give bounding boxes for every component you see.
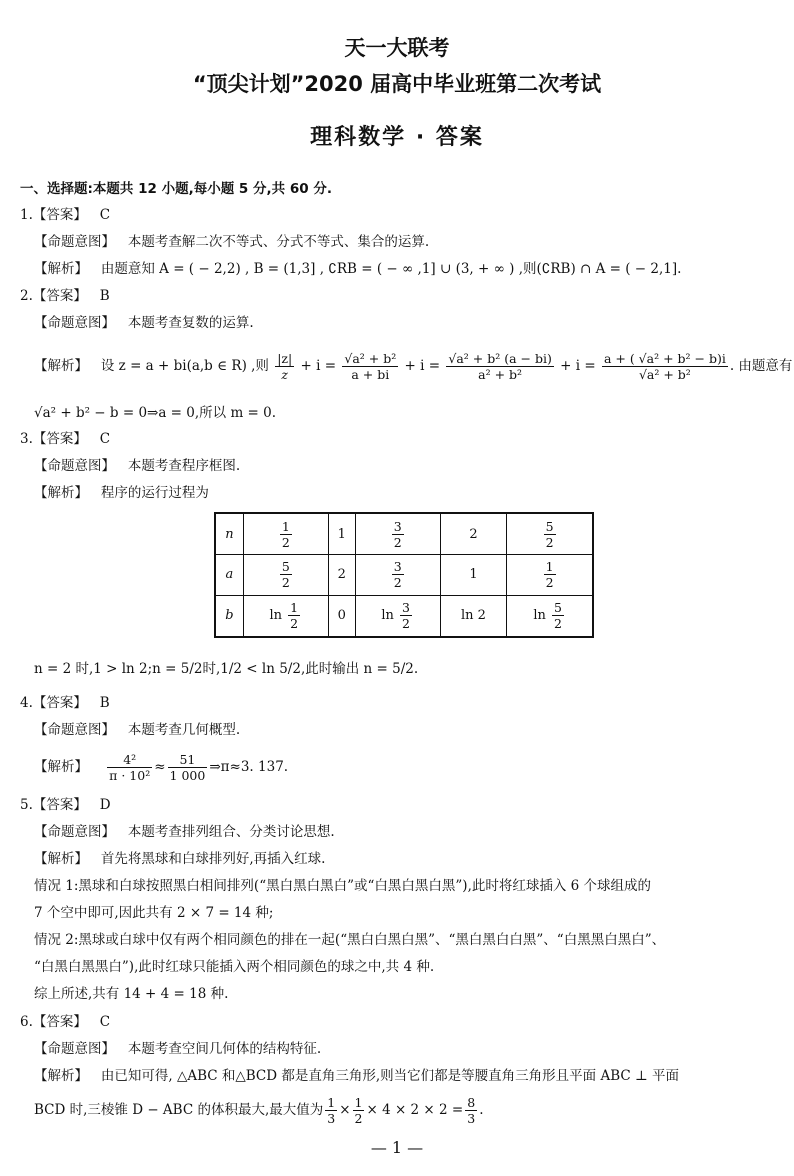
q6-number: 6.	[20, 1014, 33, 1030]
q6-analysis-2: BCD 时,三棱锥 D − ABC 的体积最大,最大值为	[34, 1102, 324, 1118]
subject-title: 理科数学 · 答案	[310, 125, 484, 150]
table-cell: $\frac{1}{2}$	[507, 555, 593, 596]
q1-analysis-line	[34, 260, 681, 278]
q2-answer: B	[99, 288, 110, 304]
q4-intent: 本题考查几何概型.	[127, 722, 241, 738]
table-cell: 0	[328, 595, 355, 637]
math-text: . 由题意有	[729, 358, 793, 374]
intent-label: 【命题意图】	[34, 824, 115, 840]
q3-intent: 本题考查程序框图.	[127, 458, 241, 474]
table-cell: $\frac{3}{2}$	[355, 555, 440, 596]
table-cell: n	[215, 513, 243, 555]
q3-conclusion: n = 2 时,1 > ln 2;n = 5/2时,1/2 < ln 5/2,此时输出 n = 5/2.	[34, 661, 419, 677]
q3-answer-line	[20, 430, 110, 448]
math-text: .	[479, 1102, 484, 1118]
table-cell: b	[215, 595, 243, 637]
table-row	[215, 595, 593, 637]
table-cell: ln 2	[440, 595, 507, 637]
math-operator: ≈	[154, 759, 166, 775]
q1-intent-line	[34, 233, 429, 251]
math-text: × 4 × 2 × 2 =	[366, 1102, 464, 1118]
q1-answer-line	[20, 206, 110, 224]
q4-intent-line	[34, 721, 240, 739]
q4-number: 4.	[20, 695, 33, 711]
analysis-label: 【解析】	[34, 1068, 88, 1084]
analysis-label: 【解析】	[34, 261, 88, 277]
q6-answer-line	[20, 1013, 110, 1031]
math-operator: + i =	[404, 358, 441, 374]
answer-label: 【答案】	[32, 797, 87, 813]
math-text: ⇒π≈3. 137.	[209, 759, 289, 775]
q5-summary: 综上所述,共有 14 + 4 = 18 种.	[34, 986, 229, 1002]
table-cell: 1	[328, 513, 355, 555]
section-heading: 一、选择题:本题共 12 小题,每小题 5 分,共 60 分.	[20, 181, 332, 197]
answer-label: 【答案】	[32, 288, 87, 304]
fraction: $\frac{1}{2}$	[354, 1095, 363, 1126]
q5-case1-line2: 7 个空中即可,因此共有 2 × 7 = 14 种;	[34, 905, 274, 921]
table-cell: $\frac{5}{2}$	[507, 513, 593, 555]
q5-analysis: 首先将黑球和白球排列好,再插入红球.	[100, 851, 326, 867]
fraction: $\frac{\text{4²}}{\text{π · 10²}}$	[109, 752, 151, 783]
math-operator: ×	[339, 1102, 351, 1118]
table-cell: 2	[440, 513, 507, 555]
fraction: $\frac{|z|}{z}$	[277, 351, 293, 382]
q2-intent-line	[34, 314, 254, 332]
intent-label: 【命题意图】	[34, 458, 115, 474]
exam-org-title: 天一大联考	[344, 36, 450, 60]
q5-case2-line1: 情况 2:黑球或白球中仅有两个相同颜色的排在一起(“黑白白黑白黑”、“黑白黑白白黑”、“白黑黑白黑白”、	[34, 932, 666, 948]
exam-title: “顶尖计划”2020 届高中毕业班第二次考试	[192, 72, 602, 96]
q4-answer: B	[99, 695, 110, 711]
q3-number: 3.	[20, 431, 33, 447]
q5-case2-line2: “白黑白黑黑白”),此时红球只能插入两个相同颜色的球之中,共 4 种.	[34, 959, 435, 975]
fraction: $\frac{1}{3}$	[327, 1095, 336, 1126]
table-cell: $\frac{5}{2}$	[243, 555, 328, 596]
q2-number: 2.	[20, 288, 33, 304]
page-number: — 1 —	[370, 1138, 424, 1157]
table-cell: $\frac{1}{2}$	[243, 513, 328, 555]
table-cell: 2	[328, 555, 355, 596]
table-cell: ln $\frac{1}{2}$	[243, 595, 328, 637]
answer-label: 【答案】	[32, 695, 87, 711]
table-cell: 1	[440, 555, 507, 596]
q1-number: 1.	[20, 207, 33, 223]
q3-answer: C	[99, 431, 111, 447]
fraction: $\frac{51}{1 000}$	[169, 752, 206, 783]
q2-answer-line	[20, 287, 110, 305]
intent-label: 【命题意图】	[34, 1041, 115, 1057]
math-operator: + i =	[560, 358, 596, 374]
q6-answer: C	[99, 1014, 111, 1030]
q3-analysis: 程序的运行过程为	[100, 485, 209, 501]
q5-answer-line	[20, 796, 111, 814]
q6-intent: 本题考查空间几何体的结构特征.	[127, 1041, 322, 1057]
program-trace-table	[214, 512, 594, 638]
q1-intent: 本题考查解二次不等式、分式不等式、集合的运算.	[127, 234, 430, 250]
table-cell: a	[215, 555, 243, 596]
answer-label: 【答案】	[32, 207, 87, 223]
table-row	[215, 555, 593, 596]
q2-intent: 本题考查复数的运算.	[127, 315, 254, 331]
q2-analysis-pre: 设 z = a + bi(a,b ∈ R) ,则	[100, 358, 269, 374]
q2-analysis-cont: √a² + b² − b = 0⇒a = 0,所以 m = 0.	[34, 405, 277, 421]
intent-label: 【命题意图】	[34, 722, 115, 738]
q6-analysis-line2	[34, 1094, 483, 1126]
q1-analysis: 由题意知 A = ( − 2,2) , B = (1,3] , ∁RB = ( − ∞ ,1] ∪ (3, + ∞ ) ,则(∁RB) ∩ A = ( − 2,1].	[100, 261, 682, 277]
q2-analysis-line	[34, 347, 792, 385]
table-row	[215, 513, 593, 555]
q5-answer: D	[99, 797, 111, 813]
intent-label: 【命题意图】	[34, 234, 115, 250]
q1-answer: C	[99, 207, 111, 223]
answer-label: 【答案】	[32, 1014, 87, 1030]
intent-label: 【命题意图】	[34, 315, 115, 331]
fraction: $\frac{8}{3}$	[467, 1095, 476, 1126]
q4-analysis-line	[34, 749, 288, 785]
q5-number: 5.	[20, 797, 33, 813]
q3-analysis-line	[34, 484, 209, 502]
q5-intent: 本题考查排列组合、分类讨论思想.	[127, 824, 335, 840]
analysis-label: 【解析】	[34, 358, 88, 374]
q5-case1-line1: 情况 1:黑球和白球按照黑白相间排列(“黑白黑白黑白”或“白黑白黑白黑”),此时将红球插入 6 个球组成的	[34, 878, 652, 894]
q6-analysis-line	[34, 1067, 679, 1085]
analysis-label: 【解析】	[34, 851, 88, 867]
fraction: $\frac{\text{√a² + b² (a − bi)}}{\text{a² + b²}}$	[448, 351, 552, 382]
answer-label: 【答案】	[32, 431, 87, 447]
math-operator: + i =	[300, 358, 337, 374]
fraction: $\frac{\text{a + ( √a² + b² − b)i}}{\text{√a² + b²}}$	[603, 351, 726, 382]
q4-answer-line	[20, 694, 110, 712]
q6-intent-line	[34, 1040, 321, 1058]
q5-analysis-line	[34, 850, 325, 868]
q5-intent-line	[34, 823, 335, 841]
q3-intent-line	[34, 457, 240, 475]
table-cell: $\frac{3}{2}$	[355, 513, 440, 555]
table-cell: ln $\frac{5}{2}$	[507, 595, 593, 637]
analysis-label: 【解析】	[34, 485, 88, 501]
analysis-label: 【解析】	[34, 759, 88, 775]
table-cell: ln $\frac{3}{2}$	[355, 595, 440, 637]
fraction: $\frac{\text{√a² + b²}}{a + bi}$	[344, 351, 397, 382]
q6-analysis-1: 由已知可得, △ABC 和△BCD 都是直角三角形,则当它们都是等腰直角三角形且平面 ABC ⊥ 平面	[100, 1068, 679, 1084]
